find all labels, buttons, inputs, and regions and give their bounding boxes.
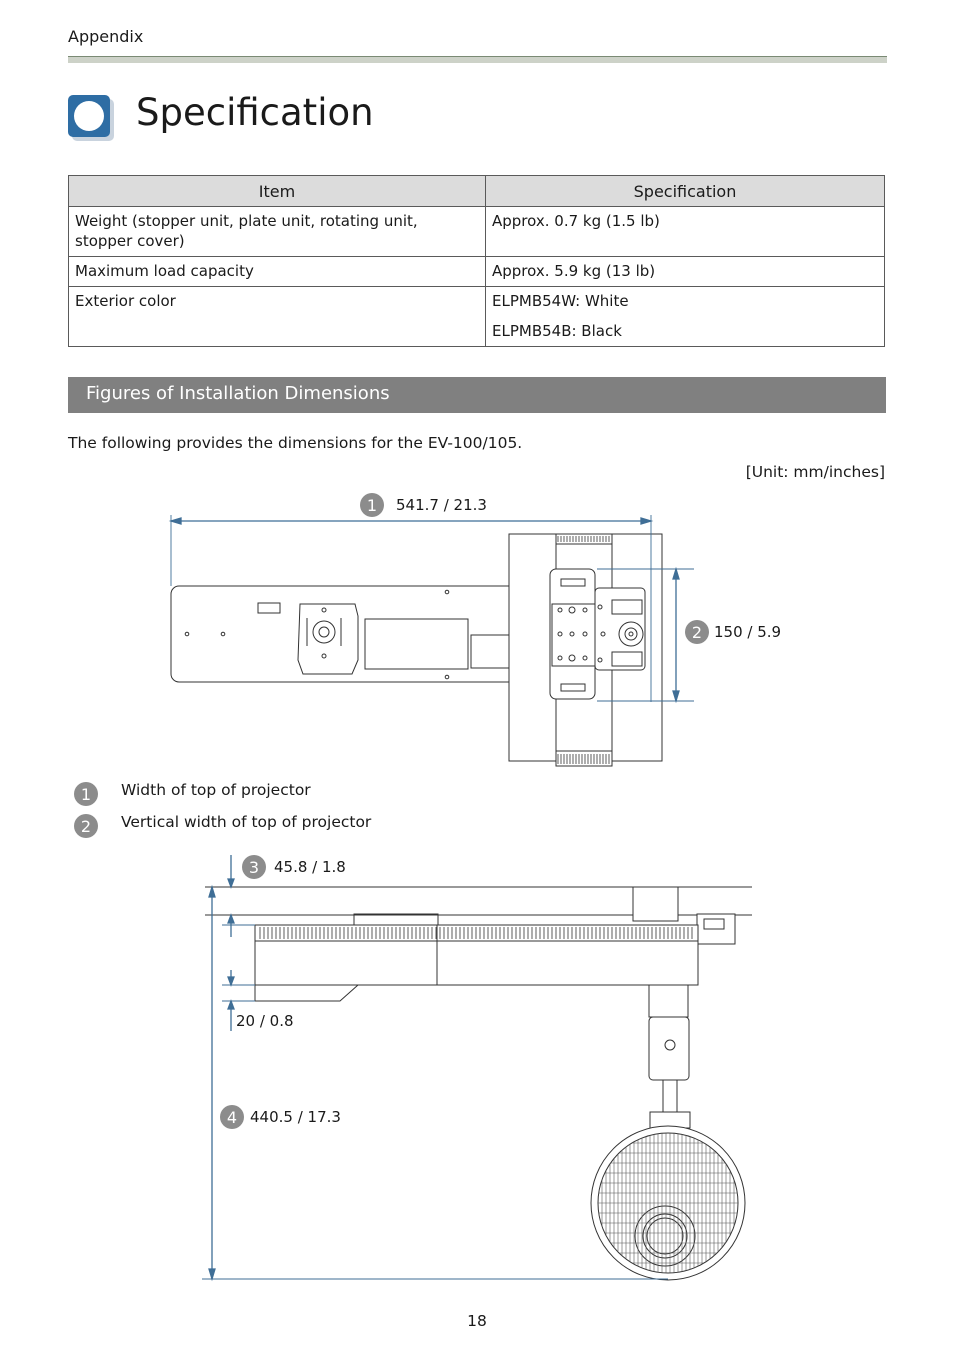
dimension-label-total-height: 440.5 / 17.3 [250,1108,341,1126]
dimension-label-vertical: 150 / 5.9 [714,623,782,641]
header-section-label: Appendix [68,27,144,46]
legend-item-1: Width of top of projector [121,781,311,799]
dimension-label-top-gap: 45.8 / 1.8 [274,858,346,876]
legend-badge-2 [74,814,98,838]
badge-number: 4 [226,1108,238,1127]
legend-badge-1 [74,782,98,806]
unit-note: [Unit: mm/inches] [745,463,885,481]
section-heading: Figures of Installation Dimensions [86,383,390,404]
badge-number: 1 [80,785,92,804]
dimension-label-small: 20 / 0.8 [236,1012,294,1030]
column-header-specification: Specification [486,176,885,207]
cell-item: Exterior color [69,287,486,347]
arrowhead [171,518,181,524]
badge-2 [685,620,709,644]
column-header-item: Item [69,176,486,207]
cell-spec-line: ELPMB54B: Black [492,322,622,340]
cell-item: Maximum load capacity [69,257,486,287]
badge-number: 2 [691,623,703,642]
page-number: 18 [467,1312,487,1330]
badge-1 [360,493,384,517]
arrowhead [673,569,679,579]
cell-spec-line: Approx. 0.7 kg (1.5 lb) [492,212,660,230]
badge-number: 2 [80,817,92,836]
top-view-drawing [171,534,662,766]
dimension-label-width: 541.7 / 21.3 [396,496,487,514]
cell-item: Weight (stopper unit, plate unit, rotating unit, stopper cover) [69,207,486,257]
badge-4 [220,1105,244,1129]
badge-number: 1 [366,496,378,515]
page-title: Specification [136,91,374,134]
legend-item-2: Vertical width of top of projector [121,813,372,831]
intro-text: The following provides the dimensions for the EV-100/105. [68,434,523,452]
badge-3 [242,855,266,879]
cell-spec-line: ELPMB54W: White [492,292,629,310]
cell-spec-line: Approx. 5.9 kg (13 lb) [492,262,656,280]
arrowhead [673,691,679,701]
badge-number: 3 [248,858,260,877]
arrowhead [641,518,651,524]
